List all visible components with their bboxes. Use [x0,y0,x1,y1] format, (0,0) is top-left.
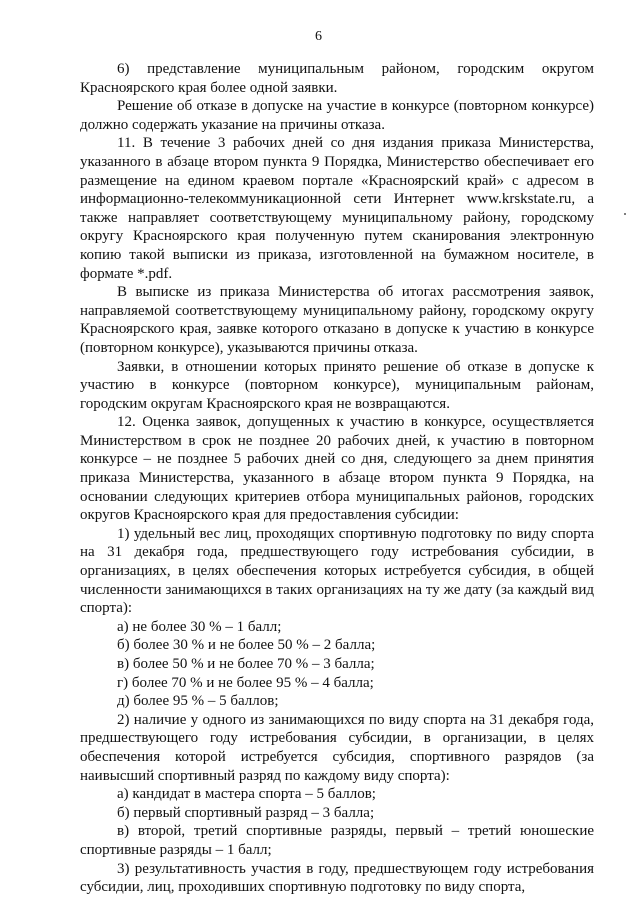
paragraph-item-6-1: 6) представление муниципальным районом, городским округом Красноярского края более одной заявки. [80,61,594,96]
paragraph-refusal-reasons: Решение об отказе в допуске на участие в конкурсе (повторном конкурсе) должно содержать указание на причины отказа. [80,98,594,133]
list-item-criterion-1a: а) не более 30 % – 1 балл; [117,618,282,635]
page-number: 6 [315,29,322,44]
list-item-criterion-1g: г) более 70 % и не более 95 % – 4 балла; [117,674,374,691]
document-body [80,60,594,897]
paragraph-clause-11: 11. В течение 3 рабочих дней со дня издания приказа Министерства, указанного в абзаце втором пункта 9 Порядка, Министерство обеспечивает его размещение на едином краевом портале «Красноярский край» с адресом в информационно-телекоммуникационной сети Интернет www.krskstate.ru, а также направляет соответствующему муниципальному району, городскому округу Красноярского края полученную путем сканирования электронную копию такой выписки из приказа, изготовленной на бумажном носителе, в формате *.pdf. [80,135,594,282]
scan-artifact [624,213,626,215]
list-item-criterion-2v: в) второй, третий спортивные разряды, первый – третий юношеские спортивные разряды – 1 балл; [80,823,594,858]
paragraph-clause-12: 12. Оценка заявок, допущенных к участию в конкурсе, осуществляется Министерством в срок не позднее 20 рабочих дней, к участию в повторном конкурсе – не позднее 5 рабочих дней со дня, следующего за днем принятия приказа Министерства, указанного в абзаце втором пункта 9 Порядка, на основании следующих критериев отбора муниципальных районов, городских округов Красноярского края для предоставления субсидии: [80,414,594,524]
paragraph-extract-reasons: В выписке из приказа Министерства об итогах рассмотрения заявок, направляемой соответствующему муниципальному району, городскому округу Красноярского края, заявке которого отказано в допуске к участию в конкурсе (повторном конкурсе), указываются причины отказа. [80,284,594,356]
list-item-criterion-1v: в) более 50 % и не более 70 % – 3 балла; [117,656,375,672]
paragraph-criterion-1: 1) удельный вес лиц, проходящих спортивную подготовку по виду спорта на 31 декабря года, предшествующего году истребования субсидии, в организациях, в целях обеспечения которых истребуется субсидия, в общей численности занимающихся в таких организациях на ту же дату (за каждый вид спорта): [80,525,594,617]
paragraph-applications-not-returned: Заявки, в отношении которых принято решение об отказе в допуске к участию в конкурсе (повторном конкурсе), муниципальным районам, городским округам Красноярского края не возвращаются. [80,358,594,412]
list-item-criterion-2b: б) первый спортивный разряд – 3 балла; [117,804,375,821]
list-item-criterion-1b: б) более 30 % и не более 50 % – 2 балла; [117,637,376,654]
list-item-criterion-2a: а) кандидат в мастера спорта – 5 баллов; [117,786,376,803]
paragraph-criterion-2: 2) наличие у одного из занимающихся по виду спорта на 31 декабря года, предшествующего году истребования субсидии, в организации, в целях обеспечения которой истребуется субсидия, спортивного разрядов (за наивысший спортивный разряд по каждому виду спорта): [80,711,594,784]
list-item-criterion-1d: д) более 95 % – 5 баллов; [117,693,279,710]
paragraph-criterion-3: 3) результативность участия в году, предшествующем году истребования субсидии, лиц, проходивших спортивную подготовку по виду спорта, [80,860,594,896]
